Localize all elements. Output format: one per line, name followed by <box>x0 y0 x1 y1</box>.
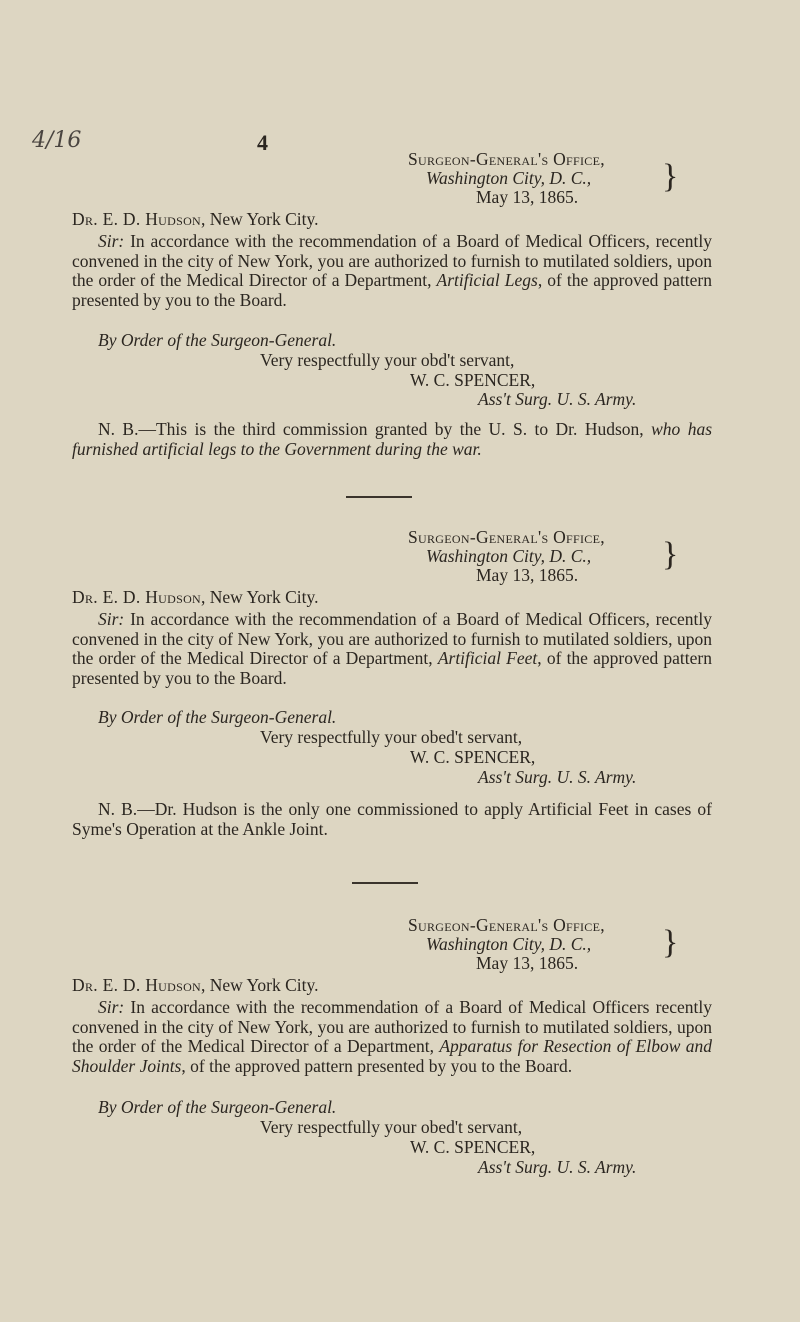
authorized-item: Artificial Legs <box>436 270 538 291</box>
page-number: 4 <box>257 130 268 155</box>
body-text: In accordance with the recommendation of a Board of Medical Officers, recently convened in the city of New York, you are authorized to furnish to mutilated soldiers, upon the order of the Medical Director of a Department, <box>72 231 712 291</box>
signature: W. C. SPENCER, <box>410 747 536 767</box>
signature: W. C. SPENCER, <box>410 1137 536 1157</box>
salutation: Sir: <box>98 609 125 629</box>
order-line: By Order of the Surgeon-General. <box>98 1097 337 1117</box>
body-text: In accordance with the recommendation of a Board of Medical Officers recently convened in the city of New York, you are authorized to furnish to mutilated soldiers, upon the order of the Medical Director of a Department, <box>72 997 712 1057</box>
body-text-end: , of the approved pattern presented by you to the Board. <box>72 648 712 688</box>
office-header: Surgeon-General's Office, <box>408 149 605 169</box>
nota-bene <box>72 420 712 459</box>
body-text-end: , of the approved pattern presented by you to the Board. <box>181 1055 573 1076</box>
body-text-end: , of the approved pattern presented by you to the Board. <box>72 270 713 310</box>
office-header: Surgeon-General's Office, <box>408 527 605 547</box>
addressee <box>72 976 319 995</box>
nota-bene-text: —Dr. Hudson is the only one commissioned to apply Artificial Feet in cases of Syme's Operation at the Ankle Joint. <box>72 799 713 839</box>
addressee-place: , New York City. <box>201 587 319 607</box>
office-city: Washington City, D. C., <box>426 934 592 954</box>
addressee <box>72 210 319 229</box>
office-header: Surgeon-General's Office, <box>408 915 605 935</box>
letter-date: May 13, 1865. <box>476 187 579 207</box>
office-city: Washington City, D. C., <box>426 546 592 566</box>
letter-date: May 13, 1865. <box>476 565 579 585</box>
header-brace: } <box>662 158 679 195</box>
signatory-title: Ass't Surg. U. S. Army. <box>478 767 637 787</box>
body-text: In accordance with the recommendation of a Board of Medical Officers, recently convened in the city of New York, you are authorized to furnish to mutilated soldiers, upon the order of the Medical Director of a Department, <box>72 609 712 669</box>
signature: W. C. SPENCER, <box>410 370 536 390</box>
letter-date: May 13, 1865. <box>476 953 579 973</box>
header-brace: } <box>662 924 679 961</box>
nota-bene-italic: who has furnished artificial legs to the Government during the war. <box>72 419 713 459</box>
header-brace: } <box>662 536 679 573</box>
office-city: Washington City, D. C., <box>426 168 592 188</box>
signatory-title: Ass't Surg. U. S. Army. <box>478 1157 637 1177</box>
addressee <box>72 588 319 607</box>
signatory-title: Ass't Surg. U. S. Army. <box>478 389 637 409</box>
authorized-item: Apparatus for Resection of Elbow and Shoulder Joints <box>72 1036 712 1076</box>
authorized-item: Artificial Feet <box>437 648 538 669</box>
addressee-name: Dr. E. D. Hudson <box>72 587 201 607</box>
divider-rule <box>352 882 418 884</box>
closing: Very respectfully your obd't servant, <box>260 350 515 370</box>
salutation: Sir: <box>98 231 125 251</box>
addressee-place: , New York City. <box>201 975 319 995</box>
nota-bene-text: —This is the third commission granted by the U. S. to Dr. Hudson, <box>138 419 644 439</box>
order-line: By Order of the Surgeon-General. <box>98 330 337 350</box>
letter-body <box>72 610 712 688</box>
divider-rule <box>346 496 412 498</box>
nota-bene-label: N. B. <box>98 419 139 439</box>
nota-bene-label: N. B. <box>98 799 138 819</box>
order-line: By Order of the Surgeon-General. <box>98 707 337 727</box>
salutation: Sir: <box>98 997 125 1017</box>
addressee-name: Dr. E. D. Hudson <box>72 209 201 229</box>
addressee-name: Dr. E. D. Hudson <box>72 975 201 995</box>
handwritten-margin-note: 4/16 <box>32 128 82 153</box>
nota-bene <box>72 800 712 839</box>
letter-body <box>72 998 712 1076</box>
closing: Very respectfully your obed't servant, <box>260 727 523 747</box>
addressee-place: , New York City. <box>201 209 319 229</box>
letter-body <box>72 232 712 310</box>
closing: Very respectfully your obed't servant, <box>260 1117 523 1137</box>
